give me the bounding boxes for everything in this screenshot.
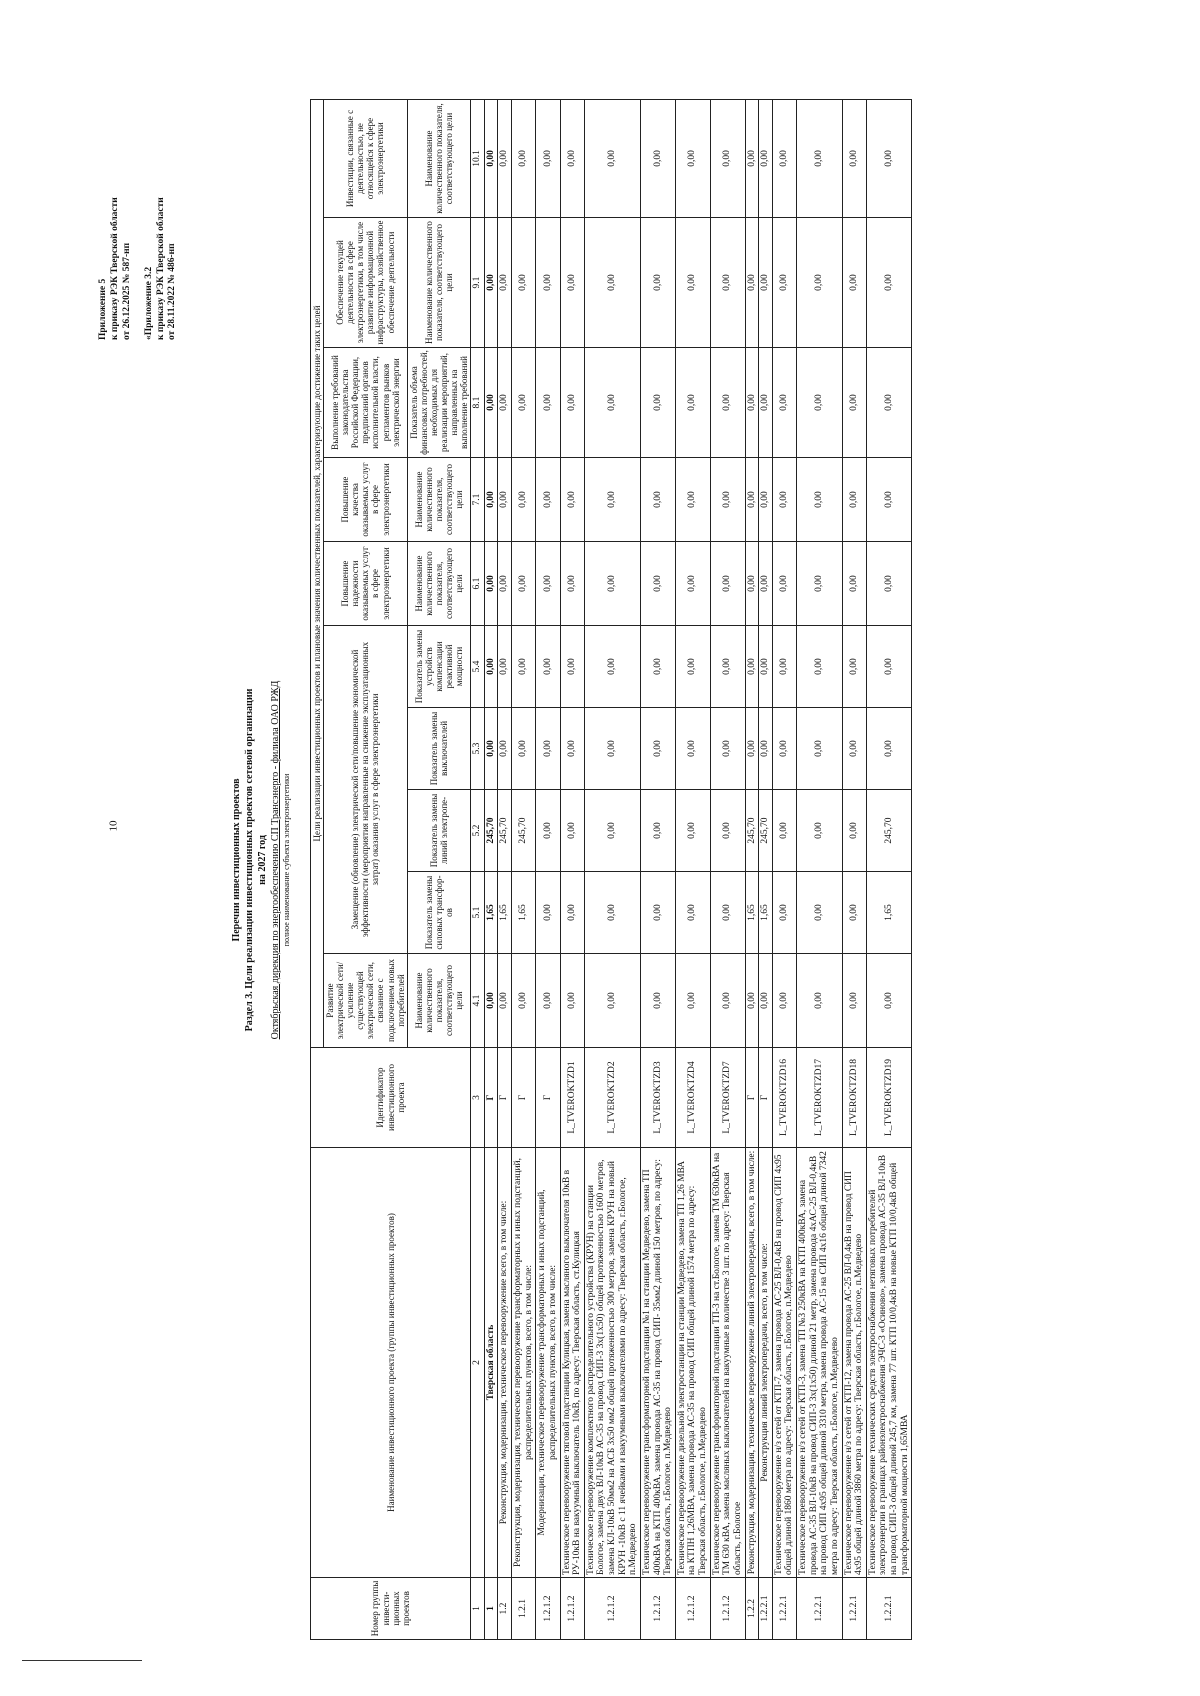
row-indicator-value: 0,00: [512, 99, 536, 217]
row-indicator-value: 0,00: [745, 954, 759, 1048]
row-indicator-value: 0,00: [584, 626, 640, 708]
row-project-name: Реконструкция, модернизация, техническое перевооружение трансформаторных и иных подстанций, распределительных пунктов, всего, в том числе:: [512, 1148, 536, 1578]
table-row: [584, 99, 640, 1639]
column-number: 4.1: [471, 954, 485, 1048]
row-indicator-value: 0,00: [584, 348, 640, 458]
heading-organization: Октябрьская дирекция по энергообеспечению СП Трансэнерго - филиала ОАО РЖД: [270, 680, 281, 1040]
row-project-id: Г: [536, 1048, 560, 1148]
row-indicator-value: 0,00: [710, 954, 745, 1048]
row-indicator-value: 0,00: [498, 458, 512, 542]
column-number: 6.1: [471, 542, 485, 626]
row-indicator-value: 245,70: [484, 790, 498, 872]
row-indicator-value: 1,65: [759, 872, 773, 954]
row-indicator-value: 0,00: [797, 542, 843, 626]
row-project-id: Г: [484, 1048, 498, 1148]
subheader-4-1: Наименование количественного показателя, соответствующего цели: [407, 954, 470, 1048]
row-indicator-value: 0,00: [512, 708, 536, 790]
row-group-no: 1.2.2.1: [759, 1578, 773, 1640]
row-group-no: 1.2: [498, 1578, 512, 1640]
row-indicator-value: 0,00: [584, 99, 640, 217]
column-number-row: [471, 99, 485, 1639]
header-goal-6: Обеспечение текущей деятельности в сфере электроэнергетики, в том числе развитие информационной инфраструктуры, хозяйственное обеспечение деятельности: [324, 218, 408, 348]
row-indicator-value: 0,00: [484, 458, 498, 542]
goals-table: [310, 99, 912, 1640]
annex-line: Приложение 5: [98, 278, 108, 340]
row-indicator-value: 0,00: [759, 348, 773, 458]
row-indicator-value: 0,00: [484, 954, 498, 1048]
header-group-no: Номер группы инвести-ционных проектов: [311, 1578, 471, 1640]
row-project-id: Г: [759, 1048, 773, 1148]
annex-line: «Приложение 3.2: [143, 266, 154, 340]
row-indicator-value: 0,00: [710, 348, 745, 458]
row-indicator-value: 1,65: [484, 872, 498, 954]
row-indicator-value: 0,00: [759, 542, 773, 626]
row-indicator-value: 0,00: [512, 954, 536, 1048]
subheader-5-3: Показатель замены выключателей: [407, 708, 470, 790]
row-indicator-value: 0,00: [675, 626, 710, 708]
row-indicator-value: 0,00: [560, 218, 584, 348]
row-indicator-value: 0,00: [710, 218, 745, 348]
row-group-no: 1.2.2.1: [772, 1578, 796, 1640]
row-indicator-value: 1,65: [512, 872, 536, 954]
row-indicator-value: 0,00: [842, 99, 866, 217]
row-indicator-value: 0,00: [710, 99, 745, 217]
row-indicator-value: 0,00: [772, 872, 796, 954]
table-row: [745, 99, 759, 1639]
row-project-id: L_TVEROKTZD3: [640, 1048, 675, 1148]
row-project-name: Реконструкция, модернизация, техническое перевооружение всего, в том числе:: [498, 1148, 512, 1578]
row-project-id: Г: [745, 1048, 759, 1148]
row-indicator-value: 0,00: [512, 458, 536, 542]
row-indicator-value: 0,00: [584, 542, 640, 626]
row-indicator-value: 0,00: [584, 458, 640, 542]
row-indicator-value: 0,00: [842, 872, 866, 954]
row-indicator-value: 0,00: [536, 708, 560, 790]
row-indicator-value: 0,00: [484, 218, 498, 348]
row-indicator-value: 0,00: [675, 708, 710, 790]
row-project-id: L_TVEROKTZD2: [584, 1048, 640, 1148]
row-indicator-value: 0,00: [536, 954, 560, 1048]
column-number: 5.1: [471, 872, 485, 954]
heading-org-caption: полное наименование субъекта электроэнергетики: [282, 773, 291, 947]
row-project-name: Реконструкция, модернизация, техническое перевооружение линий электропередачи, всего, в том числе:: [745, 1148, 759, 1578]
row-group-no: 1.2.1.2: [560, 1578, 584, 1640]
row-indicator-value: 0,00: [710, 790, 745, 872]
rotated-sheet: [90, 40, 1200, 1680]
row-indicator-value: 0,00: [484, 542, 498, 626]
table-row: [560, 99, 584, 1639]
header-goal-7: Инвестиции, связанные с деятельностью, не относящейся к сфере электроэнергетики: [324, 99, 408, 217]
row-indicator-value: 1,65: [498, 872, 512, 954]
row-indicator-value: 0,00: [560, 542, 584, 626]
row-indicator-value: 0,00: [797, 872, 843, 954]
row-indicator-value: 0,00: [640, 954, 675, 1048]
subheader-10-1: Наименование количественного показателя, соответствующего цели: [407, 99, 470, 217]
annex-line: от 28.11.2022 № 486-нп: [167, 243, 178, 340]
header-goal-4: Повышение качества оказываемых услуг в сфере электроэнергетики: [324, 458, 408, 542]
row-indicator-value: 0,00: [584, 954, 640, 1048]
table-row: [640, 99, 675, 1639]
column-number: 7.1: [471, 458, 485, 542]
row-indicator-value: 0,00: [675, 458, 710, 542]
row-project-id: L_TVEROKTZD18: [842, 1048, 866, 1148]
row-indicator-value: 0,00: [640, 790, 675, 872]
row-indicator-value: 0,00: [512, 348, 536, 458]
row-indicator-value: 0,00: [675, 872, 710, 954]
row-group-no: 1.2.2.1: [866, 1578, 912, 1640]
row-indicator-value: 0,00: [759, 708, 773, 790]
row-indicator-value: 0,00: [640, 872, 675, 954]
row-indicator-value: 0,00: [745, 99, 759, 217]
row-indicator-value: 0,00: [484, 626, 498, 708]
table-row: [484, 99, 498, 1639]
column-number: 5.2: [471, 790, 485, 872]
row-indicator-value: 0,00: [560, 458, 584, 542]
row-indicator-value: 0,00: [797, 626, 843, 708]
header-goal-5: Выполнение требований законодательства Российской Федерации, предписаний органов исполнительной власти, регламентов рынков электрической энергии: [324, 348, 408, 458]
row-indicator-value: 0,00: [710, 872, 745, 954]
row-indicator-value: 0,00: [484, 708, 498, 790]
row-indicator-value: 0,00: [512, 626, 536, 708]
row-indicator-value: 0,00: [710, 458, 745, 542]
row-indicator-value: 0,00: [745, 708, 759, 790]
row-indicator-value: 0,00: [675, 99, 710, 217]
header-name: Наименование инвестиционного проекта (группы инвестиционных проектов): [311, 1148, 471, 1578]
row-indicator-value: 0,00: [797, 790, 843, 872]
table-row: [512, 99, 536, 1639]
annex-line: от 26.12.2025 № 587-нп: [121, 242, 132, 340]
row-project-id: L_TVEROKTZD16: [772, 1048, 796, 1148]
row-indicator-value: 0,00: [498, 708, 512, 790]
row-indicator-value: 0,00: [536, 626, 560, 708]
subheader-5-1: Показатель замены силовых трансфор-ов: [407, 872, 470, 954]
row-indicator-value: 0,00: [498, 348, 512, 458]
row-indicator-value: 0,00: [584, 218, 640, 348]
row-indicator-value: 0,00: [484, 99, 498, 217]
row-indicator-value: 1,65: [745, 872, 759, 954]
row-indicator-value: 0,00: [797, 348, 843, 458]
row-indicator-value: 0,00: [759, 626, 773, 708]
header-goals: Цели реализации инвестиционных проектов и плановые значения количественных показателей, характеризующие достижение таких целей: [311, 99, 324, 1047]
row-project-id: L_TVEROKTZD17: [797, 1048, 843, 1148]
row-indicator-value: 0,00: [498, 542, 512, 626]
row-indicator-value: 0,00: [866, 542, 912, 626]
table-row: [842, 99, 866, 1639]
table-row: [759, 99, 773, 1639]
row-project-name: Техническое перевооружение н/з сетей от КТП-3, замена ТП №3 250кВА на КТП 400кВА, замена провода АС-35 ВЛ-10кВ на провод СИП-3 3х(1х50) длиной 21 метр, замена провода 4хАС-25 ВЛ-0,4кВ на провод СИП 4х95 общей длиной 3310 метра, замена провода АС-15 на СИП 4х16 общей длиной 7342 метра по адресу: Тверская область, г.Бологое, п.Медведево: [797, 1148, 843, 1578]
row-project-id: L_TVEROKTZD19: [866, 1048, 912, 1148]
row-project-id: L_TVEROKTZD4: [675, 1048, 710, 1148]
row-indicator-value: 0,00: [797, 458, 843, 542]
row-indicator-value: 0,00: [640, 708, 675, 790]
document-heading: [230, 40, 292, 1680]
column-number: 8.1: [471, 348, 485, 458]
row-indicator-value: 0,00: [842, 708, 866, 790]
row-group-no: 1.2.1.2: [584, 1578, 640, 1640]
row-indicator-value: 0,00: [710, 708, 745, 790]
row-group-no: 1.2.1.2: [640, 1578, 675, 1640]
row-indicator-value: 245,70: [759, 790, 773, 872]
row-indicator-value: 0,00: [584, 790, 640, 872]
column-number: 1: [471, 1578, 485, 1640]
row-indicator-value: 0,00: [675, 348, 710, 458]
row-group-no: 1.2.1.2: [536, 1578, 560, 1640]
row-indicator-value: 0,00: [842, 790, 866, 872]
table-row: [675, 99, 710, 1639]
row-indicator-value: 0,00: [842, 458, 866, 542]
row-project-name: Тверская область: [484, 1148, 498, 1578]
row-project-name: Техническое перевооружение тяговой подстанции Кулицкая, замена масляного выключателя 10кВ в РУ-10кВ на вакуумный выключатель 10кВ, по адресу: Тверская область, ст.Кулицкая: [560, 1148, 584, 1578]
row-project-id: L_TVEROKTZD1: [560, 1048, 584, 1148]
row-indicator-value: 0,00: [710, 542, 745, 626]
row-indicator-value: 0,00: [772, 458, 796, 542]
row-indicator-value: 0,00: [772, 790, 796, 872]
header-id: Идентификатор инвестиционного проекта: [311, 1048, 471, 1148]
row-indicator-value: 0,00: [536, 218, 560, 348]
row-project-id: Г: [512, 1048, 536, 1148]
row-indicator-value: 0,00: [772, 348, 796, 458]
row-indicator-value: 0,00: [759, 458, 773, 542]
row-indicator-value: 0,00: [772, 542, 796, 626]
row-indicator-value: 0,00: [560, 954, 584, 1048]
row-indicator-value: 0,00: [745, 626, 759, 708]
row-indicator-value: 0,00: [759, 218, 773, 348]
column-number: 3: [471, 1048, 485, 1148]
row-indicator-value: 0,00: [675, 954, 710, 1048]
subheader-5-4: Показатель замены устройств компенсации реактивной мощности: [407, 626, 470, 708]
table-row: [772, 99, 796, 1639]
row-indicator-value: 0,00: [772, 954, 796, 1048]
subheader-6-1: Наименование количественного показателя, соответствующего цели: [407, 542, 470, 626]
row-group-no: 1.2.1: [512, 1578, 536, 1640]
row-project-name: Техническое перевооружение н/з сетей от КТП-12, замена провода АС-25 ВЛ-0,4кВ на провод СИП 4х95 общей длиной 3860 метра по адресу: Тверская область, г.Бологое, п.Медведево: [842, 1148, 866, 1578]
row-indicator-value: 0,00: [797, 708, 843, 790]
row-indicator-value: 245,70: [512, 790, 536, 872]
column-number: 5.3: [471, 708, 485, 790]
row-project-name: Техническое перевооружение трансформаторной подстанции ТП-3 на ст.Бологое, замена ТМ 630кВА на ТМ 630 кВА, замена масляных выключателей на вакуумные в количестве 3 шт. по адресу: Тверская область, г.Бологое: [710, 1148, 745, 1578]
row-indicator-value: 0,00: [560, 790, 584, 872]
row-indicator-value: 0,00: [842, 954, 866, 1048]
row-indicator-value: 0,00: [866, 954, 912, 1048]
table-row: [710, 99, 745, 1639]
subheader-8-1: Показатель объема финансовых потребностей, необходимых для реализации мероприятий, направленных на выполнение требований: [407, 348, 470, 458]
row-indicator-value: 0,00: [675, 542, 710, 626]
row-indicator-value: 0,00: [560, 708, 584, 790]
row-indicator-value: 0,00: [498, 99, 512, 217]
heading-section: Раздел 3. Цели реализации инвестиционных проектов сетевой организации: [244, 688, 255, 1032]
row-indicator-value: 0,00: [772, 99, 796, 217]
row-indicator-value: 0,00: [842, 626, 866, 708]
table-row: [866, 99, 912, 1639]
annex-line: к приказу РЭК Тверской области: [155, 197, 166, 340]
row-indicator-value: 0,00: [640, 542, 675, 626]
row-indicator-value: 0,00: [640, 218, 675, 348]
row-indicator-value: 0,00: [512, 542, 536, 626]
page-number: 10: [107, 820, 120, 832]
row-indicator-value: 0,00: [866, 348, 912, 458]
row-group-no: 1: [484, 1578, 498, 1640]
row-indicator-value: 0,00: [772, 626, 796, 708]
row-indicator-value: 0,00: [484, 348, 498, 458]
row-indicator-value: 0,00: [759, 99, 773, 217]
table-row: [536, 99, 560, 1639]
row-indicator-value: 0,00: [797, 218, 843, 348]
row-indicator-value: 0,00: [536, 542, 560, 626]
row-indicator-value: 0,00: [772, 708, 796, 790]
row-project-name: Техническое перевооружение дизельной электростанции на станции Медведево, замена ТП 1,26 МВА на КТПН 1,26МВА, замена провода АС-35 на провод СИП общей длиной 1574 метра по адресу: Тверская область, г.Бологое, п.Медведево: [675, 1148, 710, 1578]
row-indicator-value: 0,00: [797, 954, 843, 1048]
header-goal-1: Развитие электрической сети/усиление существующей электрической сети, связанное с подключением новых потребителей: [324, 954, 408, 1048]
column-number: 2: [471, 1148, 485, 1578]
table-row: [797, 99, 843, 1639]
row-group-no: 1.2.1.2: [675, 1578, 710, 1640]
row-indicator-value: 1,65: [866, 872, 912, 954]
row-indicator-value: 245,70: [866, 790, 912, 872]
row-project-name: Техническое перевооружение н/з сетей от КТП-7, замена провода АС-25 ВЛ-0,4кВ на провод СИП 4х95 общей длиной 1860 метра по адресу: Тверская область, г.Бологое, п.Медведево: [772, 1148, 796, 1578]
row-indicator-value: 0,00: [745, 458, 759, 542]
row-indicator-value: 0,00: [797, 99, 843, 217]
row-project-name: Техническое перевооружение технических средств электроснабжения нетяговых потребителей электроэнергии в границах районэлектроснабжения ЭЧС-3 «Осиново», замена провода АС-35 ВЛ-10кВ на провод СИП-3 общей длиной 245,7 км, замена 77 шт. КТП 10/0,4кВ на новые КТП 10/0,4кВ общей трансформаторной мощности 1,65МВА: [866, 1148, 912, 1578]
column-number: 9.1: [471, 218, 485, 348]
row-indicator-value: 0,00: [640, 99, 675, 217]
row-indicator-value: 0,00: [866, 626, 912, 708]
row-indicator-value: 0,00: [640, 348, 675, 458]
row-indicator-value: 0,00: [498, 218, 512, 348]
row-indicator-value: 0,00: [710, 626, 745, 708]
row-indicator-value: 0,00: [842, 542, 866, 626]
row-indicator-value: 0,00: [866, 708, 912, 790]
row-group-no: 1.2.1.2: [710, 1578, 745, 1640]
row-project-name: Техническое перевооружение комплектного распределительного устройства (КРУН) на станции Бологое, замена двух ВЛ-10кВ АС-35 на провод СИП-3 3х(1х50) общей протяженностью 1600 метров, замена КЛ-10кВ 50мм2 на АСБ 3х50 мм2 общей протяженностью 300 метров, замена КРУН на новый КРУН -10кВ с 11 ячейками и вакуумными выключателями по адресу: Тверская область, г.Бологое, п.Медведево: [584, 1148, 640, 1578]
row-indicator-value: 0,00: [866, 458, 912, 542]
row-indicator-value: 0,00: [772, 218, 796, 348]
subheader-5-2: Показатель замены линий электропе-: [407, 790, 470, 872]
annex-block: [98, 80, 179, 340]
row-indicator-value: 245,70: [498, 790, 512, 872]
row-project-name: Реконструкция линий электропередачи, всего, в том числе:: [759, 1148, 773, 1578]
annex-line: к приказу РЭК Тверской области: [109, 197, 120, 340]
row-indicator-value: 245,70: [745, 790, 759, 872]
row-project-name: Модернизация, техническое перевооружение трансформаторных и иных подстанций, распределительных пунктов, всего, в том числе:: [536, 1148, 560, 1578]
row-project-id: Г: [498, 1048, 512, 1148]
row-indicator-value: 0,00: [745, 542, 759, 626]
row-indicator-value: 0,00: [745, 218, 759, 348]
row-indicator-value: 0,00: [745, 348, 759, 458]
row-indicator-value: 0,00: [536, 872, 560, 954]
row-indicator-value: 0,00: [675, 790, 710, 872]
table-row: [498, 99, 512, 1639]
row-indicator-value: 0,00: [866, 99, 912, 217]
table-body: [484, 99, 912, 1639]
row-indicator-value: 0,00: [640, 458, 675, 542]
row-indicator-value: 0,00: [498, 626, 512, 708]
row-project-id: L_TVEROKTZD7: [710, 1048, 745, 1148]
row-indicator-value: 0,00: [584, 708, 640, 790]
row-indicator-value: 0,00: [536, 790, 560, 872]
row-indicator-value: 0,00: [560, 626, 584, 708]
row-indicator-value: 0,00: [536, 99, 560, 217]
row-indicator-value: 0,00: [560, 872, 584, 954]
row-indicator-value: 0,00: [584, 872, 640, 954]
row-group-no: 1.2.2.1: [842, 1578, 866, 1640]
column-number: 10.1: [471, 99, 485, 217]
row-indicator-value: 0,00: [536, 458, 560, 542]
subheader-9-1: Наименование количественного показателя, соответствующего цели: [407, 218, 470, 348]
row-indicator-value: 0,00: [498, 954, 512, 1048]
row-indicator-value: 0,00: [560, 99, 584, 217]
row-indicator-value: 0,00: [759, 954, 773, 1048]
row-indicator-value: 0,00: [866, 218, 912, 348]
header-goal-3: Повышение надежности оказываемых услуг в сфере электроэнергетики: [324, 542, 408, 626]
row-project-name: Техническое перевооружение трансформаторной подстанции №1 на станции Медведево, замена ТП 400кВА на КТП 400кВА, замена провода АС-35 на провод СИП- 35мм2 длиной 150 метров, по адресу: Тверская область, г.Бологое, п.Медведево: [640, 1148, 675, 1578]
row-indicator-value: 0,00: [640, 626, 675, 708]
row-group-no: 1.2.2: [745, 1578, 759, 1640]
row-indicator-value: 0,00: [675, 218, 710, 348]
subheader-7-1: Наименование количественного показателя, соответствующего цели: [407, 458, 470, 542]
row-indicator-value: 0,00: [536, 348, 560, 458]
row-indicator-value: 0,00: [512, 218, 536, 348]
heading-year: на 2027 год: [257, 835, 268, 885]
column-number: 5.4: [471, 626, 485, 708]
header-goal-2: Замещение (обновление) электрической сети/повышение экономической эффективности (мероприятия направленные на снижение эксплуатационных затрат) оказания услуг в сфере электроэнергетики: [324, 626, 408, 954]
heading-title: Перечни инвестиционных проектов: [231, 778, 242, 942]
row-group-no: 1.2.2.1: [797, 1578, 843, 1640]
row-indicator-value: 0,00: [842, 218, 866, 348]
row-indicator-value: 0,00: [560, 348, 584, 458]
row-indicator-value: 0,00: [842, 348, 866, 458]
